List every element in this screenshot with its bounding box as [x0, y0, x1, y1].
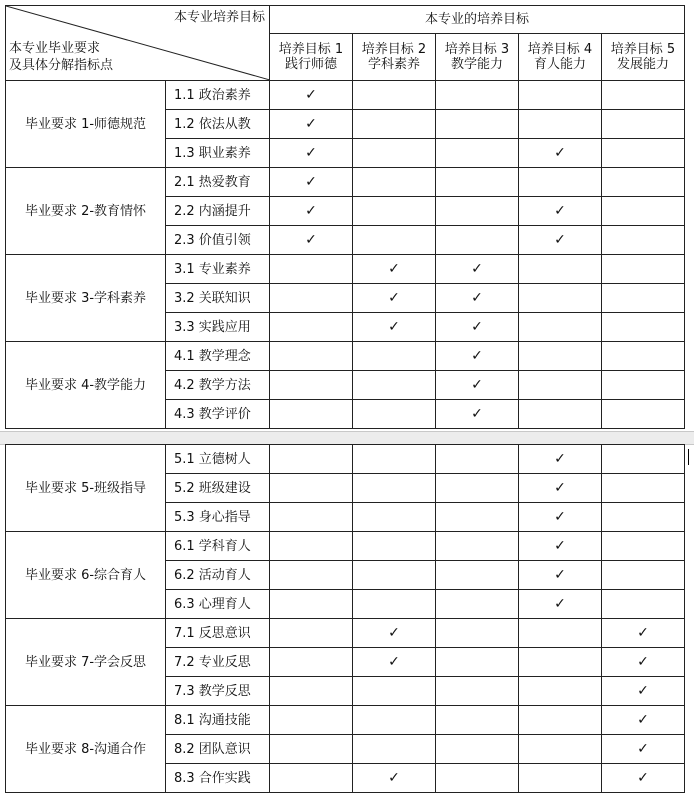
- requirement-label: 毕业要求 5-班级指导: [6, 445, 166, 532]
- goal-cell-5: [602, 226, 685, 255]
- goal-cell-2: [353, 764, 436, 793]
- table-row: [6, 168, 685, 197]
- check-mark-icon: ✓: [388, 289, 400, 306]
- mapping-table-page-2: [5, 444, 685, 793]
- goal-cell-5: [602, 400, 685, 429]
- goal-cell-3: [436, 81, 519, 110]
- check-mark-icon: ✓: [554, 508, 566, 525]
- indicator-label: 5.2 班级建设: [166, 474, 270, 503]
- check-mark-icon: ✓: [554, 566, 566, 583]
- goal-cell-4: [519, 561, 602, 590]
- table-row: [6, 342, 685, 371]
- goal-cell-3: [436, 168, 519, 197]
- requirement-label: 毕业要求 3-学科素养: [6, 255, 166, 342]
- goal-header-3: [436, 34, 519, 81]
- goal-cell-4: [519, 342, 602, 371]
- goal-cell-3: [436, 706, 519, 735]
- goal-cell-2: [353, 735, 436, 764]
- check-mark-icon: ✓: [554, 144, 566, 161]
- indicator-label: 4.2 教学方法: [166, 371, 270, 400]
- goal-cell-4: [519, 284, 602, 313]
- goal-cell-3: [436, 226, 519, 255]
- goal-cell-5: [602, 561, 685, 590]
- goal-cell-4: [519, 590, 602, 619]
- goal-cell-3: [436, 677, 519, 706]
- check-mark-icon: ✓: [637, 653, 649, 670]
- goal-cell-3: [436, 764, 519, 793]
- goal-cell-3: [436, 590, 519, 619]
- requirement-label: 毕业要求 6-综合育人: [6, 532, 166, 619]
- goal-cell-1: [270, 342, 353, 371]
- goal-cell-2: [353, 445, 436, 474]
- goal-cell-2: [353, 139, 436, 168]
- goal-cell-2: [353, 342, 436, 371]
- corner-top-label: 本专业培养目标: [173, 10, 265, 25]
- table-row: [6, 619, 685, 648]
- goal-cell-3: [436, 255, 519, 284]
- goal-cell-3: [436, 139, 519, 168]
- goal-cell-1: [270, 445, 353, 474]
- indicator-label: 5.3 身心指导: [166, 503, 270, 532]
- table-row: [6, 255, 685, 284]
- goal-name: 育人能力: [533, 57, 586, 73]
- goals-title: 本专业的培养目标: [270, 6, 685, 34]
- indicator-label: 2.1 热爱教育: [166, 168, 270, 197]
- indicator-label: 4.3 教学评价: [166, 400, 270, 429]
- check-mark-icon: ✓: [637, 711, 649, 728]
- check-mark-icon: ✓: [554, 450, 566, 467]
- table-row: [6, 81, 685, 110]
- goal-header-1: [270, 34, 353, 81]
- goal-cell-2: [353, 284, 436, 313]
- goal-cell-4: [519, 764, 602, 793]
- requirement-label: 毕业要求 4-教学能力: [6, 342, 166, 429]
- check-mark-icon: ✓: [471, 376, 483, 393]
- goal-cell-5: [602, 474, 685, 503]
- goal-cell-1: [270, 735, 353, 764]
- goal-cell-3: [436, 197, 519, 226]
- goal-cell-4: [519, 445, 602, 474]
- indicator-label: 1.3 职业素养: [166, 139, 270, 168]
- indicator-label: 7.1 反思意识: [166, 619, 270, 648]
- indicator-label: 2.2 内涵提升: [166, 197, 270, 226]
- goal-cell-1: [270, 619, 353, 648]
- goal-cell-2: [353, 619, 436, 648]
- requirement-label: 毕业要求 7-学会反思: [6, 619, 166, 706]
- check-mark-icon: ✓: [554, 595, 566, 612]
- goal-cell-2: [353, 197, 436, 226]
- check-mark-icon: ✓: [471, 260, 483, 277]
- goal-cell-4: [519, 197, 602, 226]
- goal-cell-2: [353, 81, 436, 110]
- check-mark-icon: ✓: [554, 537, 566, 554]
- goal-cell-2: [353, 561, 436, 590]
- goal-cell-3: [436, 371, 519, 400]
- goal-cell-1: [270, 168, 353, 197]
- page-break: [0, 431, 694, 445]
- goal-cell-1: [270, 313, 353, 342]
- goal-cell-5: [602, 532, 685, 561]
- goal-cell-5: [602, 81, 685, 110]
- goal-cell-1: [270, 255, 353, 284]
- goal-cell-2: [353, 677, 436, 706]
- indicator-label: 2.3 价值引领: [166, 226, 270, 255]
- goal-cell-5: [602, 371, 685, 400]
- corner-bottom-label: 本专业毕业要求 及具体分解指标点: [9, 41, 114, 73]
- goal-cell-1: [270, 590, 353, 619]
- check-mark-icon: ✓: [305, 202, 317, 219]
- goal-cell-5: [602, 706, 685, 735]
- goal-cell-5: [602, 284, 685, 313]
- indicator-label: 7.2 专业反思: [166, 648, 270, 677]
- goal-cell-3: [436, 648, 519, 677]
- goal-cell-2: [353, 226, 436, 255]
- goal-cell-1: [270, 197, 353, 226]
- goal-cell-5: [602, 168, 685, 197]
- goal-cell-2: [353, 255, 436, 284]
- check-mark-icon: ✓: [305, 86, 317, 103]
- goal-cell-3: [436, 342, 519, 371]
- goal-cell-3: [436, 313, 519, 342]
- goal-cell-4: [519, 400, 602, 429]
- goal-cell-2: [353, 168, 436, 197]
- goal-cell-5: [602, 648, 685, 677]
- goal-cell-4: [519, 313, 602, 342]
- goal-cell-1: [270, 532, 353, 561]
- goal-number: 培养目标 5: [610, 42, 676, 58]
- indicator-label: 1.2 依法从教: [166, 110, 270, 139]
- check-mark-icon: ✓: [637, 769, 649, 786]
- goal-cell-1: [270, 81, 353, 110]
- goal-cell-2: [353, 648, 436, 677]
- check-mark-icon: ✓: [471, 289, 483, 306]
- mapping-table-page-1: [5, 5, 685, 429]
- goal-cell-1: [270, 706, 353, 735]
- goal-cell-3: [436, 503, 519, 532]
- goal-cell-4: [519, 139, 602, 168]
- goal-cell-2: [353, 474, 436, 503]
- requirement-label: 毕业要求 1-师德规范: [6, 81, 166, 168]
- check-mark-icon: ✓: [637, 740, 649, 757]
- indicator-label: 3.2 关联知识: [166, 284, 270, 313]
- goal-cell-5: [602, 197, 685, 226]
- indicator-label: 6.3 心理育人: [166, 590, 270, 619]
- goal-cell-1: [270, 677, 353, 706]
- goal-cell-5: [602, 764, 685, 793]
- goal-cell-4: [519, 110, 602, 139]
- goal-cell-3: [436, 561, 519, 590]
- goal-cell-1: [270, 561, 353, 590]
- goal-cell-3: [436, 284, 519, 313]
- goal-cell-4: [519, 503, 602, 532]
- goal-cell-3: [436, 735, 519, 764]
- corner-header-cell: [6, 6, 270, 81]
- table-row: [6, 445, 685, 474]
- check-mark-icon: ✓: [305, 231, 317, 248]
- requirement-label: 毕业要求 2-教育情怀: [6, 168, 166, 255]
- check-mark-icon: ✓: [305, 173, 317, 190]
- check-mark-icon: ✓: [554, 202, 566, 219]
- goal-cell-2: [353, 590, 436, 619]
- indicator-label: 6.1 学科育人: [166, 532, 270, 561]
- goal-cell-4: [519, 648, 602, 677]
- check-mark-icon: ✓: [637, 682, 649, 699]
- check-mark-icon: ✓: [305, 144, 317, 161]
- goal-cell-4: [519, 81, 602, 110]
- goal-cell-4: [519, 619, 602, 648]
- goal-cell-1: [270, 474, 353, 503]
- goal-cell-5: [602, 590, 685, 619]
- check-mark-icon: ✓: [388, 624, 400, 641]
- check-mark-icon: ✓: [554, 479, 566, 496]
- check-mark-icon: ✓: [305, 115, 317, 132]
- indicator-label: 1.1 政治素养: [166, 81, 270, 110]
- check-mark-icon: ✓: [637, 624, 649, 641]
- goal-cell-5: [602, 255, 685, 284]
- check-mark-icon: ✓: [388, 260, 400, 277]
- goal-header-5: [602, 34, 685, 81]
- goal-cell-5: [602, 139, 685, 168]
- indicator-label: 6.2 活动育人: [166, 561, 270, 590]
- check-mark-icon: ✓: [471, 318, 483, 335]
- goal-cell-4: [519, 371, 602, 400]
- indicator-label: 4.1 教学理念: [166, 342, 270, 371]
- goal-cell-5: [602, 313, 685, 342]
- indicator-label: 3.3 实践应用: [166, 313, 270, 342]
- goal-cell-4: [519, 168, 602, 197]
- goal-cell-3: [436, 474, 519, 503]
- table-row: [6, 706, 685, 735]
- goal-cell-1: [270, 503, 353, 532]
- goal-number: 培养目标 3: [444, 42, 510, 58]
- goal-cell-2: [353, 313, 436, 342]
- indicator-label: 8.3 合作实践: [166, 764, 270, 793]
- goal-name: 教学能力: [450, 57, 503, 73]
- goal-header-2: [353, 34, 436, 81]
- goal-name: 学科素养: [367, 57, 420, 73]
- goal-cell-4: [519, 226, 602, 255]
- goal-cell-3: [436, 445, 519, 474]
- goal-header-4: [519, 34, 602, 81]
- goal-cell-5: [602, 445, 685, 474]
- requirement-label: 毕业要求 8-沟通合作: [6, 706, 166, 793]
- goal-cell-2: [353, 371, 436, 400]
- goal-cell-1: [270, 648, 353, 677]
- goal-cell-3: [436, 110, 519, 139]
- check-mark-icon: ✓: [388, 318, 400, 335]
- goal-cell-4: [519, 735, 602, 764]
- goal-cell-3: [436, 532, 519, 561]
- goal-cell-4: [519, 706, 602, 735]
- goal-cell-3: [436, 400, 519, 429]
- goal-cell-5: [602, 735, 685, 764]
- goal-number: 培养目标 4: [527, 42, 593, 58]
- goal-cell-2: [353, 503, 436, 532]
- goal-name: 践行师德: [284, 57, 337, 73]
- check-mark-icon: ✓: [471, 405, 483, 422]
- goal-cell-5: [602, 619, 685, 648]
- goal-cell-4: [519, 532, 602, 561]
- goal-cell-1: [270, 371, 353, 400]
- indicator-label: 3.1 专业素养: [166, 255, 270, 284]
- goal-cell-4: [519, 474, 602, 503]
- goal-cell-4: [519, 677, 602, 706]
- goal-cell-1: [270, 764, 353, 793]
- indicator-label: 7.3 教学反思: [166, 677, 270, 706]
- check-mark-icon: ✓: [388, 653, 400, 670]
- goal-cell-2: [353, 532, 436, 561]
- check-mark-icon: ✓: [388, 769, 400, 786]
- goal-cell-1: [270, 139, 353, 168]
- goal-cell-1: [270, 284, 353, 313]
- goal-cell-2: [353, 110, 436, 139]
- goal-cell-5: [602, 677, 685, 706]
- indicator-label: 5.1 立德树人: [166, 445, 270, 474]
- goal-cell-5: [602, 342, 685, 371]
- goal-cell-3: [436, 619, 519, 648]
- goal-cell-1: [270, 110, 353, 139]
- goal-number: 培养目标 2: [361, 42, 427, 58]
- goal-cell-4: [519, 255, 602, 284]
- check-mark-icon: ✓: [554, 231, 566, 248]
- goal-cell-5: [602, 110, 685, 139]
- goal-name: 发展能力: [616, 57, 669, 73]
- goal-cell-5: [602, 503, 685, 532]
- goal-cell-2: [353, 706, 436, 735]
- indicator-label: 8.2 团队意识: [166, 735, 270, 764]
- goal-cell-1: [270, 400, 353, 429]
- check-mark-icon: ✓: [471, 347, 483, 364]
- text-cursor: [688, 449, 689, 465]
- goal-cell-1: [270, 226, 353, 255]
- table-row: [6, 532, 685, 561]
- goal-number: 培养目标 1: [278, 42, 344, 58]
- goal-cell-2: [353, 400, 436, 429]
- indicator-label: 8.1 沟通技能: [166, 706, 270, 735]
